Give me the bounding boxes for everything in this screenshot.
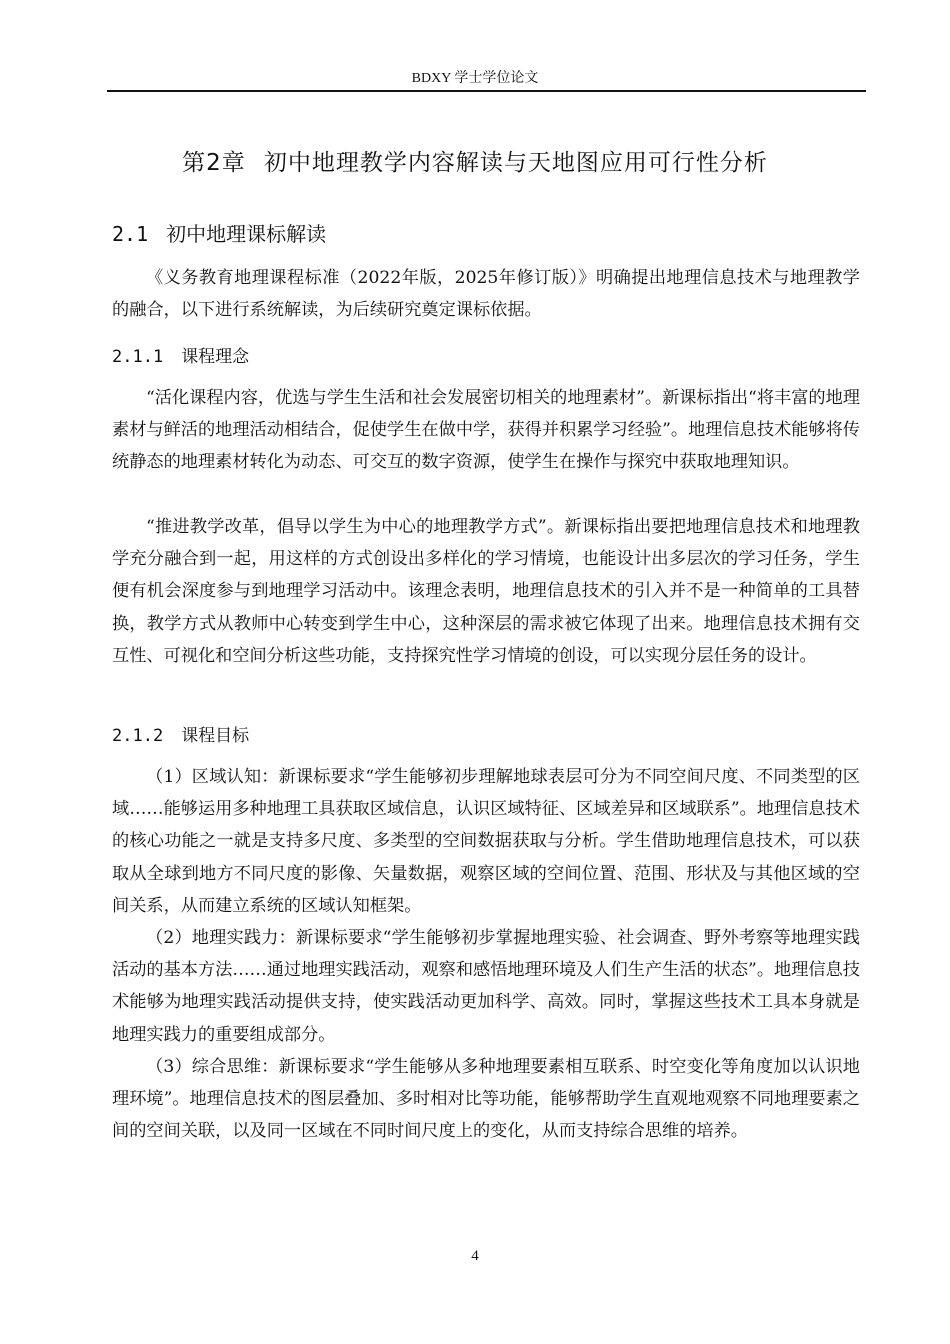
running-header-title: BDXY 学士学位论文 xyxy=(411,71,539,86)
section-2-1-intro-paragraph: 《义务教育地理课程标准（2022年版，2025年修订版）》明确提出地理信息技术与地理教学的融合，以下进行系统解读，为后续研究奠定课标依据。 xyxy=(112,268,860,321)
paragraph-course-philosophy-1: “活化课程内容，优选与学生生活和社会发展密切相关的地理素材”。新课标指出“将丰富的地理素材与鲜活的地理活动相结合，促使学生在做中学，获得并积累学习经验”。地理信息技术能够将传统静态的地理素材转化为动态、可交互的数字资源，使学生在操作与探究中获取地理知识。 xyxy=(112,388,860,473)
section-heading-2-1 xyxy=(112,219,326,249)
subsection-title: 课程理念 xyxy=(181,347,250,367)
chapter-heading xyxy=(0,146,950,180)
subsection-number: 2.1.1 xyxy=(112,347,164,367)
paragraph-integrated-thinking: （3）综合思维：新课标要求“学生能够从多种地理要素相互联系、时空变化等角度加以认识地理环境”。地理信息技术的图层叠加、多时相对比等功能，能够帮助学生直观地观察不同地理要素之间的空间关联，以及同一区域在不同时间尺度上的变化，从而支持综合思维的培养。 xyxy=(112,1057,860,1142)
chapter-title: 初中地理教学内容解读与天地图应用可行性分析 xyxy=(263,150,768,176)
section-number: 2.1 xyxy=(112,222,149,246)
paragraph-course-philosophy-2: “推进教学改革，倡导以学生为中心的地理教学方式”。新课标指出要把地理信息技术和地理教学充分融合到一起，用这样的方式创设出多样化的学习情境，也能设计出多层次的学习任务，学生便有机会深度参与到地理学习活动中。该理念表明，地理信息技术的引入并不是一种简单的工具替换，教学方式从教师中心转变到学生中心，这种深层的需求被它体现了出来。地理信息技术拥有交互性、可视化和空间分析这些功能，支持探究性学习情境的创设，可以实现分层任务的设计。 xyxy=(112,517,860,666)
subsection-number: 2.1.2 xyxy=(112,726,164,746)
page-number: 4 xyxy=(471,1248,479,1264)
paragraph-regional-cognition: （1）区域认知：新课标要求“学生能够初步理解地球表层可分为不同空间尺度、不同类型的区域……能够运用多种地理工具获取区域信息，认识区域特征、区域差异和区域联系”。地理信息技术的核心功能之一就是支持多尺度、多类型的空间数据获取与分析。学生借助地理信息技术，可以获取从全球到地方不同尺度的影像、矢量数据，观察区域的空间位置、范围、形状及与其他区域的空间关系，从而建立系统的区域认知框架。 xyxy=(112,767,860,916)
section-title: 初中地理课标解读 xyxy=(166,222,327,246)
subsection-heading-2-1-2 xyxy=(112,722,249,750)
paragraph-geographic-practice: （2）地理实践力：新课标要求“学生能够初步掌握地理实验、社会调查、野外考察等地理实践活动的基本方法……通过地理实践活动，观察和感悟地理环境及人们生产生活的状态”。地理信息技术能够为地理实践活动提供支持，使实践活动更加科学、高效。同时，掌握这些技术工具本身就是地理实践力的重要组成部分。 xyxy=(112,928,860,1045)
subsection-heading-2-1-1 xyxy=(112,343,249,371)
chapter-number: 第2章 xyxy=(182,150,246,176)
subsection-title: 课程目标 xyxy=(181,726,250,746)
header-divider xyxy=(107,90,866,92)
